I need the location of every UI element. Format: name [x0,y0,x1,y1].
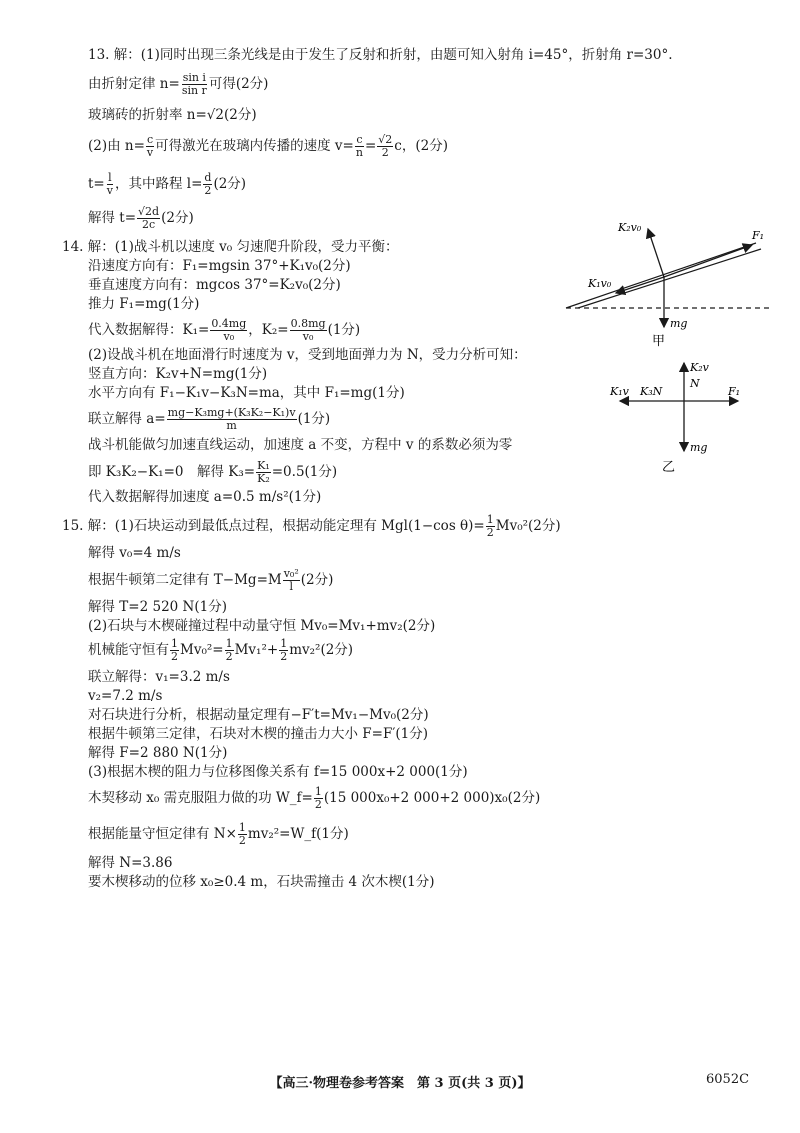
label-k2v0: K₂v₀ [618,221,642,234]
force-diagram-yi [598,355,748,479]
q13-line-3: 玻璃砖的折射率 n=√2(2分) [88,107,257,123]
k2v0-arrow [648,229,664,277]
label-k2v: K₂v [690,361,709,374]
q15-line-14: 根据能量守恒定律有 N× $\frac{1}{2}$ mv₂²=W_f(1分) [88,821,349,847]
q14-line-3: 垂直速度方向有：mgcos 37°=K₂v₀(2分) [88,277,341,293]
label-k3n: K₃N [640,385,663,398]
incline-line-upper [566,243,756,308]
caption-jia: 甲 [652,334,666,349]
q15-line-2: 解得 v₀=4 m/s [88,545,181,561]
q14-line-2: 沿速度方向有：F₁=mgsin 37°+K₁v₀(2分) [88,258,351,274]
q13-line-6: 解得 t= $\frac{√2d}{2c}$ (2分) [88,205,194,231]
paper-code: 6052C [706,1072,750,1087]
q13-line-4: (2)由 n= $\frac{c}{v}$ 可得激光在玻璃内传播的速度 v= $\frac{c}{n}$ = $\frac{√2}{2}$ c，(2分) [88,133,448,159]
q13-line-5: t= $\frac{l}{v}$ ，其中路程 l= $\frac{d}{2}$ (2分) [88,171,247,197]
label-f1: F₁ [752,229,765,242]
q14-line-1: 14. 解：(1)战斗机以速度 v₀ 匀速爬升阶段，受力平衡： [62,239,399,255]
force-diagram-yi-svg [598,355,748,475]
label-mg: mg [670,317,688,330]
q14-line-7: 竖直方向：K₂v+N=mg(1分) [88,366,268,382]
q15-line-9: 对石块进行分析，根据动量定理有−F′t=Mv₁−Mv₀(2分) [88,707,429,723]
q15-line-8: v₂=7.2 m/s [88,688,163,704]
q13-line-2: 由折射定律 n= $\frac{\text{sin i}}{\text{sin r}}$ 可得(2分) [88,71,269,97]
q15-line-3: 根据牛顿第二定律有 T−Mg=M $\frac{\text{v₀²}}{l}$ (2分) [88,567,334,593]
f1-arrow [664,245,752,277]
page-footer: 【高三·物理卷参考答案 第 3 页(共 3 页)】 [269,1076,531,1091]
q14-line-4: 推力 F₁=mg(1分) [88,296,200,312]
q15-line-15: 解得 N=3.86 [88,855,173,871]
label-k1v: K₁v [610,385,629,398]
q14-line-10: 战斗机能做匀加速直线运动，加速度 a 不变，方程中 v 的系数必须为零 [88,437,513,453]
label-mg: mg [690,441,708,454]
q15-line-12: (3)根据木楔的阻力与位移图像关系有 f=15 000x+2 000(1分) [88,764,468,780]
force-diagram-jia [556,215,778,354]
q14-line-6: (2)设战斗机在地面滑行时速度为 v，受到地面弹力为 N，受力分析可知： [88,347,527,363]
force-diagram-jia-svg [556,215,778,350]
q14-line-8: 水平方向有 F₁−K₁v−K₃N=ma，其中 F₁=mg(1分) [88,385,405,401]
label-f1: F₁ [728,385,741,398]
k1v0-arrow [616,277,664,293]
q15-line-6: 机械能守恒有 $\frac{1}{2}$ Mv₀²= $\frac{1}{2}$ Mv₁²+ $\frac{1}{2}$ mv₂²(2分) [88,637,354,663]
q15-line-11: 解得 F=2 880 N(1分) [88,745,228,761]
q14-line-12: 代入数据解得加速度 a=0.5 m/s²(1分) [88,489,322,505]
caption-yi: 乙 [662,460,676,475]
q15-line-4: 解得 T=2 520 N(1分) [88,599,227,615]
q13-line-1: 13. 解：(1)同时出现三条光线是由于发生了反射和折射，由题可知入射角 i=45°，折射角 r=30°. [88,47,673,63]
q15-line-5: (2)石块与木楔碰撞过程中动量守恒 Mv₀=Mv₁+mv₂(2分) [88,618,436,634]
q15-line-10: 根据牛顿第三定律，石块对木楔的撞击力大小 F=F′(1分) [88,726,429,742]
q15-line-16: 要木楔移动的位移 x₀≥0.4 m，石块需撞击 4 次木楔(1分) [88,874,435,890]
q14-line-5: 代入数据解得：K₁= $\frac{0.4mg}{\text{v₀}}$ ，K₂= $\frac{0.8mg}{\text{v₀}}$ (1分) [88,317,361,343]
q14-line-11: 即 K₃K₂−K₁=0 解得 K₃= $\frac{\text{K₁}}{\text{K₂}}$ =0.5(1分) [88,459,338,485]
q15-line-13: 木契移动 x₀ 需克服阻力做的功 W_f= $\frac{1}{2}$ (15 000x₀+2 000+2 000)x₀(2分) [88,785,541,811]
q14-line-9: 联立解得 a= $\frac{\text{mg−K₃mg+(K₃K₂−K₁)v}}{m}$ (1分) [88,406,331,432]
label-n: N [690,377,700,390]
label-k1v0: K₁v₀ [588,277,612,290]
q15-line-1: 15. 解：(1)石块运动到最低点过程，根据动能定理有 Mgl(1−cos θ)= $\frac{1}{2}$ Mv₀²(2分) [62,513,561,539]
q15-line-7: 联立解得：v₁=3.2 m/s [88,669,230,685]
